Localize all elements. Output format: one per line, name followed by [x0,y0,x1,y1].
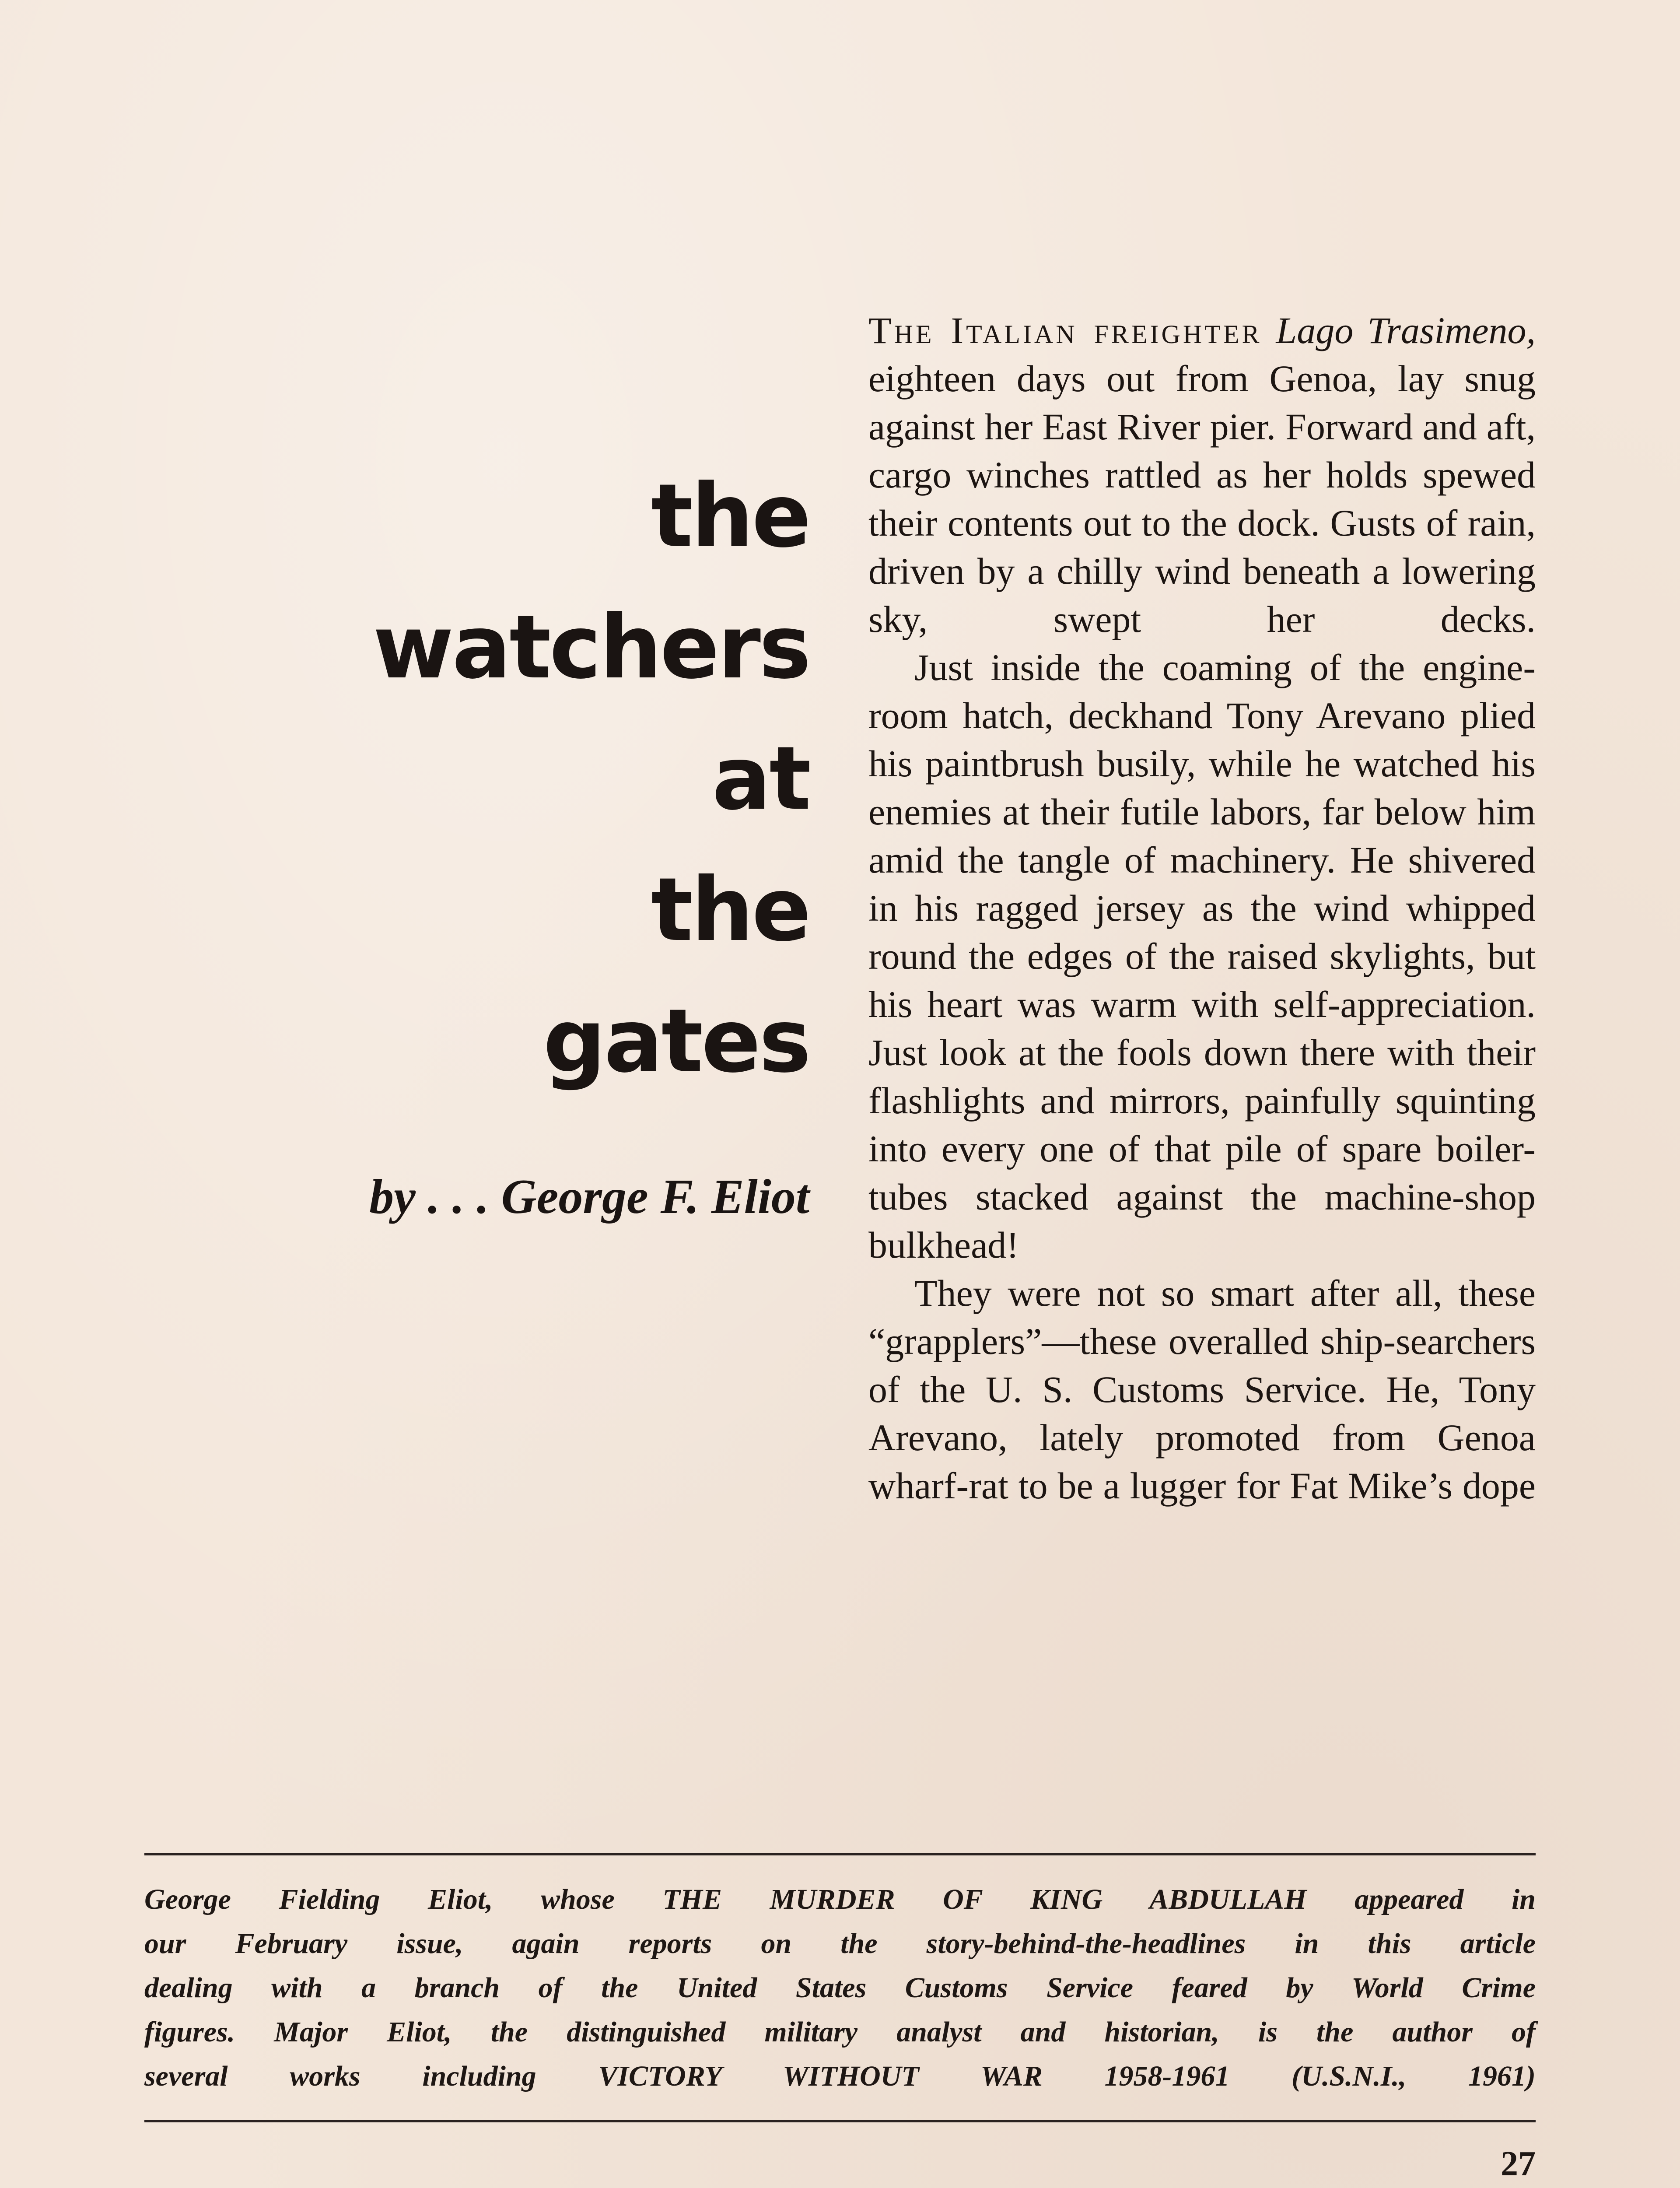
paragraph-1-text: eighteen days out from Genoa, lay snug against her East River pier. Forward and aft, cargo winches rattled as her holds spewed their contents out to the dock. Gusts of rain, driven by a chilly wind beneath a lowering sky, swept her decks. [868,358,1536,640]
ship-name: Lago Trasimeno, [1276,309,1536,351]
footnote-line-2: our February issue, again reports on the story-behind-the-headlines in this article [144,1928,1536,1960]
footnote-line-3: dealing with a branch of the United States Customs Service feared by World Crime [144,1972,1536,2004]
footnote-top-rule [144,1853,1536,1855]
title-line-2: watchers [373,596,809,698]
title-line-4: the [651,859,809,961]
opening-small-caps: The Italian freighter [868,309,1262,351]
title-line-3: at [712,728,809,830]
paragraph-3: They were not so smart after all, these “grapplers”—these overalled ship-searchers of the U. S. Customs Service. He, Tony Arevano, lately promoted from Genoa wharf-rat to be a lugger for Fat Mike’s dope [868,1272,1536,1507]
page-number: 27 [1501,2145,1536,2183]
footnote-bottom-rule [144,2120,1536,2122]
paragraph-2: Just inside the coaming of the engine-room hatch, deckhand Tony Arevano plied his paintbrush busily, while he watched his enemies at their futile labors, far below him amid the tangle of machinery. He shivered in his ragged jersey as the wind whipped round the edges of the raised skylights, but his heart was warm with self-appreciation. Just look at the fools down there with their flashlights and mirrors, painfully squinting into every one of that pile of spare boiler-tubes stacked against the machine-shop bulkhead! [868,646,1536,1266]
author-footnote [144,1877,1536,2098]
article-body [868,306,1536,1510]
title-line-5: gates [543,990,809,1092]
footnote-line-1: George Fielding Eliot, whose THE MURDER OF KING ABDULLAH appeared in [144,1883,1536,1915]
title-line-1: the [651,465,809,567]
bleed-through-header [538,112,1518,143]
footnote-line-4: figures. Major Eliot, the distinguished military analyst and historian, is the author of [144,2016,1536,2048]
article-title [144,451,809,1107]
paragraph-1 [868,306,1536,643]
footnote-line-5: several works including VICTORY WITHOUT WAR 1958-1961 (U.S.N.I., 1961) [144,2060,1536,2092]
author-byline: by . . . George F. Eliot [369,1170,809,1224]
